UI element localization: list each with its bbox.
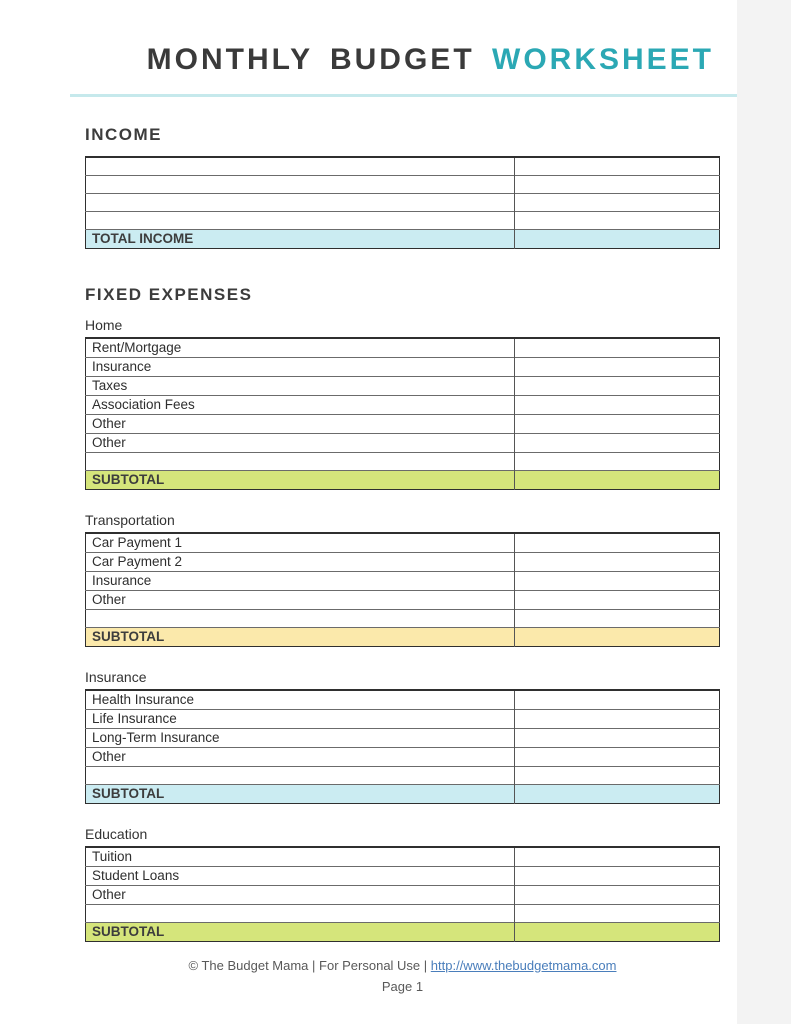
expense-education-amount-cell: [515, 885, 720, 904]
expense-home-item-label: Association Fees: [86, 395, 515, 414]
expense-education-row: [86, 885, 720, 904]
expense-insurance-item-label: Other: [86, 747, 515, 766]
expense-transportation-subtotal-label: SUBTOTAL: [86, 627, 515, 646]
expense-insurance-subtotal-row: [86, 784, 720, 803]
expense-insurance-table: [85, 689, 720, 804]
expense-insurance-amount-cell: [515, 728, 720, 747]
expense-home-amount-cell: [515, 338, 720, 358]
expense-transportation-row: [86, 571, 720, 590]
expense-transportation-item-label: Other: [86, 590, 515, 609]
page-title: [85, 42, 720, 78]
income-item-label: [86, 211, 515, 229]
expense-transportation-amount-cell: [515, 571, 720, 590]
expense-transportation-amount-cell: [515, 627, 720, 646]
expense-home-row: [86, 414, 720, 433]
expense-home-item-label: Rent/Mortgage: [92, 339, 182, 355]
expense-insurance-amount-cell: [515, 784, 720, 803]
expense-insurance-item-label: Long-Term Insurance: [86, 728, 515, 747]
expense-transportation-row: [86, 552, 720, 571]
income-section: [85, 125, 720, 249]
income-amount-cell: [515, 157, 720, 175]
expense-group-education: [85, 826, 720, 942]
expense-education-row: [86, 866, 720, 885]
expense-home-amount-cell: [515, 452, 720, 470]
expense-home-subtotal-row: [86, 470, 720, 489]
expense-group-label: Education: [85, 825, 148, 842]
expense-education-row: [86, 847, 720, 867]
expense-education-item-label: Tuition: [92, 848, 133, 864]
expense-education-amount-cell: [515, 904, 720, 922]
income-table: [85, 156, 720, 249]
expense-transportation-item-label: Car Payment 2: [86, 552, 515, 571]
expense-home-row: [86, 338, 720, 358]
expense-insurance-amount-cell: [515, 766, 720, 784]
expense-home-table: [85, 337, 720, 490]
expense-insurance-row: [86, 709, 720, 728]
expense-home-subtotal-label: SUBTOTAL: [86, 470, 515, 489]
expense-education-item-label: [86, 904, 515, 922]
expense-home-row: [86, 376, 720, 395]
income-row: [86, 193, 720, 211]
title-monthly-budget: MONTHLY BUDGET: [146, 43, 475, 76]
fixed-expenses-section: [85, 285, 720, 942]
expense-education-amount-cell: [515, 922, 720, 941]
income-row: [86, 175, 720, 193]
title-accent: WORKSHEET: [492, 43, 714, 76]
expense-transportation-item-label: Car Payment 1: [92, 534, 183, 550]
expense-transportation-row: [86, 590, 720, 609]
income-item-label: [86, 157, 515, 175]
income-amount-cell: [515, 175, 720, 193]
fixed-expenses-heading: FIXED EXPENSES: [85, 284, 253, 304]
expense-home-item-label: Taxes: [86, 376, 515, 395]
expense-insurance-row: [86, 747, 720, 766]
expense-home-row: [86, 433, 720, 452]
expense-home-amount-cell: [515, 357, 720, 376]
income-amount-cell: [515, 211, 720, 229]
expense-group-insurance: [85, 669, 720, 804]
expense-home-amount-cell: [515, 376, 720, 395]
expense-transportation-item-label: Insurance: [86, 571, 515, 590]
expense-education-subtotal-label: SUBTOTAL: [86, 922, 515, 941]
income-row: [86, 211, 720, 229]
expense-transportation-amount-cell: [515, 533, 720, 553]
page-number: Page 1: [381, 978, 424, 994]
expense-insurance-row: [86, 728, 720, 747]
expense-home-row: [86, 452, 720, 470]
expense-group-transportation: [85, 512, 720, 647]
expense-education-amount-cell: [515, 866, 720, 885]
expense-insurance-item-label: Life Insurance: [86, 709, 515, 728]
income-amount-cell: [515, 193, 720, 211]
income-heading: INCOME: [85, 125, 162, 144]
expense-home-item-label: [86, 452, 515, 470]
expense-insurance-item-label: Health Insurance: [92, 691, 195, 707]
expense-education-item-label: Other: [86, 885, 515, 904]
expense-insurance-row: [86, 766, 720, 784]
expense-insurance-amount-cell: [515, 690, 720, 710]
expense-home-amount-cell: [515, 395, 720, 414]
expense-group-label: Insurance: [85, 668, 147, 685]
expense-insurance-subtotal-label: SUBTOTAL: [86, 784, 515, 803]
expense-education-row: [86, 904, 720, 922]
expense-home-amount-cell: [515, 470, 720, 489]
expense-group-label: Transportation: [85, 511, 175, 528]
credit-line: [85, 958, 720, 973]
expense-home-item-label: Other: [86, 433, 515, 452]
expense-home-item-label: Other: [86, 414, 515, 433]
expense-group-label: Home: [85, 316, 123, 333]
expense-education-amount-cell: [515, 847, 720, 867]
expense-insurance-amount-cell: [515, 747, 720, 766]
income-table-slot: [85, 156, 720, 249]
expense-transportation-amount-cell: [515, 609, 720, 627]
website-link[interactable]: http://www.thebudgetmama.com: [430, 957, 617, 973]
expense-transportation-row: [86, 533, 720, 553]
expense-home-amount-cell: [515, 414, 720, 433]
header-rule: [70, 94, 737, 97]
copyright-text: © The Budget Mama | For Personal Use |: [188, 957, 428, 973]
expense-insurance-row: [86, 690, 720, 710]
expense-education-table: [85, 846, 720, 942]
expense-insurance-amount-cell: [515, 709, 720, 728]
expense-home-row: [86, 357, 720, 376]
worksheet-header: [85, 42, 720, 97]
income-row: [86, 157, 720, 175]
expense-home-row: [86, 395, 720, 414]
worksheet-footer: [85, 958, 720, 994]
expense-transportation-subtotal-row: [86, 627, 720, 646]
expense-transportation-amount-cell: [515, 552, 720, 571]
expense-groups: [85, 317, 720, 942]
income-total-row: [86, 229, 720, 248]
expense-transportation-row: [86, 609, 720, 627]
income-total-label: TOTAL INCOME: [86, 229, 515, 248]
expense-transportation-item-label: [86, 609, 515, 627]
expense-transportation-table: [85, 532, 720, 647]
expense-education-item-label: Student Loans: [86, 866, 515, 885]
income-item-label: [86, 175, 515, 193]
expense-home-amount-cell: [515, 433, 720, 452]
expense-transportation-amount-cell: [515, 590, 720, 609]
expense-insurance-item-label: [86, 766, 515, 784]
expense-group-home: [85, 317, 720, 490]
income-item-label: [86, 193, 515, 211]
income-amount-cell: [515, 229, 720, 248]
expense-home-item-label: Insurance: [86, 357, 515, 376]
expense-education-subtotal-row: [86, 922, 720, 941]
